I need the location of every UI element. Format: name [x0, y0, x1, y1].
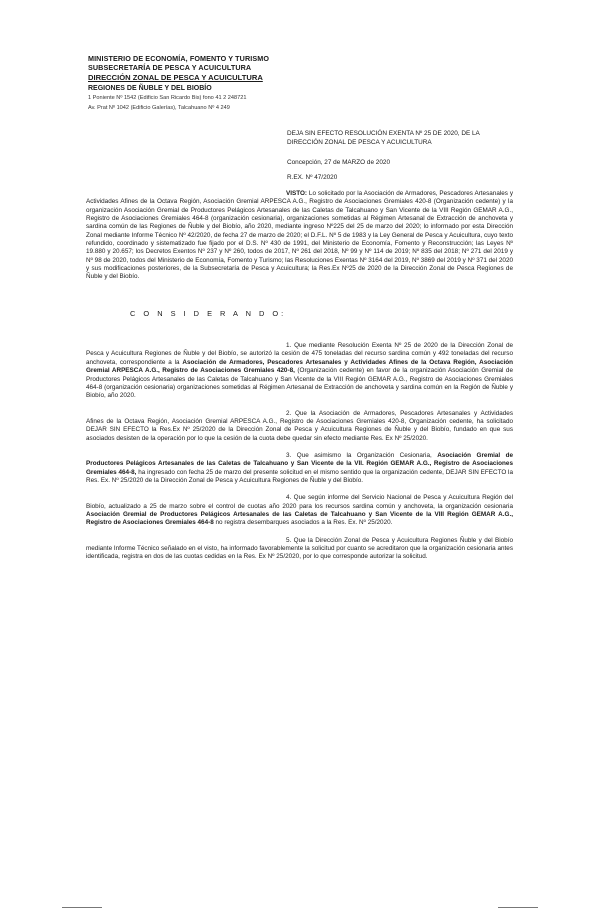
visto-text: Lo solicitado por la Asociación de Armadores, Pescadores Artesanales y Actividades Afines de la Octava Región, Asociación Gremial ARPESCA A.G., Registro de Asociaciones Gremiales 420-8 (Organización cedente) y la organización Asociación Gremial de Productores Pelágicos Artesanales de las Caletas de Talcahuano y San Vicente de la VIII Región GEMAR A.G., Registro de Asociaciones Gremiales 464-8 (organización cesionaria), organizaciones sometidas al Régimen Artesanal de Extracción de anchoveta y sardina común de las Regiones de Ñuble y del Biobío, año 2020, mediante ingreso Nº225 del 25 de marzo del 2020; lo informado por esta Dirección Zonal mediante Informe Técnico Nº 42/2020, de fecha 27 de marzo de 2020; el D.F.L. Nº 5 de 1983 y la Ley General de Pesca y Acuicultura, cuyo texto refundido, coordinado y sistematizado fue fijado por el D.S. Nº 430 de 1991, del Ministerio de Economía, Fomento y Reconstrucción; las Leyes Nº 19.880 y 20.657; los Decretos Exentos Nº 237 y Nº 260, todos de 2017, Nº 261 del 2018, Nº 99 y Nº 114 de 2019; Nº 835 del 2018; Nº 271 del 2019 y Nº 98 de 2020, todos del Ministerio de Economía, Fomento y Turismo; las Resoluciones Exentas Nº 3164 del 2019, Nº 3869 del 2019 y Nº 371 del 2020 y sus modificaciones posteriores, de la Subsecretaría de Pesca y Acuicultura; la Res.Ex Nº25 de 2020 de la Dirección Zonal de Pesca Regiones de Ñuble y del Biobío.	[86, 190, 513, 281]
letterhead	[88, 54, 328, 112]
paragraph-number: 2.	[286, 409, 292, 417]
paragraph-text: ha ingresado con fecha 25 de marzo del presente solicitud en el mismo sentido que la organización cedente, DEJAR SIN EFECTO la Res. Ex. Nº 25/2020 de la Dirección Zonal de Pesca y Acuicultura Regiones de Ñuble y del Biobío.	[86, 468, 513, 484]
visto-label: VISTO:	[286, 190, 308, 197]
reference-block	[287, 130, 513, 182]
regiones-name: REGIONES DE ÑUBLE Y DEL BIOBÍO	[88, 85, 212, 92]
considerando-paragraph-1	[86, 342, 513, 400]
direccion-zonal-name: DIRECCIÓN ZONAL DE PESCA Y ACUICULTURA	[88, 73, 263, 82]
visto-paragraph	[86, 190, 513, 282]
paragraph-text: no registra desembarques asociados a la Res. Ex. Nº 25/2020.	[213, 519, 393, 527]
paragraph-number: 3.	[286, 451, 292, 459]
paragraph-text: Que la	[294, 409, 319, 417]
resolution-number: R.EX. Nº 47/2020	[287, 173, 338, 181]
paragraph-org-name: Asociación de Armadores, Pescadores Artesanales y Actividades Afines de la Octava Región, Asociación Gremial ARPESCA A.G., Registro de Asociaciones Gremiales 420-8,	[86, 358, 514, 375]
paragraph-org-name: Asociación Gremial de Productores Pelágicos Artesanales de las Caletas de Talcahuano y San Vicente de la VII. Región GEMAR A.G., Registro de Asociaciones Gremiales 464-8,	[86, 451, 513, 476]
address-line-2: Av. Prat Nº 1042 (Edificio Galerías), Talcahuano Nº 4 249	[88, 104, 230, 111]
paragraph-text: (Organización cedente) en favor de la organización Asociación Gremial de Productores Pelágicos Artesanales de las Caletas de Talcahuano y San Vicente de la VIII Región GEMAR A.G., Registro de Asociaciones Gremiales 464-8 (organización cesionaria) organizaciones sometidas al Régimen Artesanal de Extracción de anchoveta y sardina común en la Región de Ñuble y Biobío, año 2020.	[86, 367, 513, 400]
considerando-paragraph-5	[86, 537, 513, 562]
scan-footer-marks	[62, 905, 538, 911]
paragraph-text: Que según informe del Servicio Nacional de Pesca y Acuicultura Región del Biobío, actualizado a 25 de marzo sobre el control de cuotas año 2020 para los recursos sardina común y anchoveta, la organización cesionaria	[86, 494, 513, 510]
ministry-name: MINISTERIO DE ECONOMÍA, FOMENTO Y TURISMO	[88, 54, 270, 63]
resolution-reference: DEJA SIN EFECTO RESOLUCIÓN EXENTA Nº 25 DE 2020, DE LA DIRECCIÓN ZONAL DE PESCA Y ACUICULTURA	[287, 130, 480, 146]
address-line-1: 1 Poniente Nº 1542 (Edificio San Ricardo Bis) fono 41 2 248721	[88, 95, 247, 101]
paragraph-text: Que asimismo la Organización Cesionaria,	[296, 451, 438, 459]
paragraph-org-name: Asociación Gremial de Productores Pelágicos Artesanales de las Caletas de Talcahuano y San Vicente de la VIII Región GEMAR A.G., Registro de Asociaciones Gremiales 464-8	[86, 510, 513, 527]
paragraph-number: 1.	[286, 342, 292, 350]
considerando-heading: C O N S I D E R A N D O:	[130, 308, 287, 318]
paragraph-text: Que la Dirección Zonal de Pesca y Acuicultura Regiones Ñuble y del Biobío mediante Informe Técnico señalado en el visto, ha informado favorablemente la solicitud por cuanto se acreditaron que la organización cesionaria antes identificada, registra en dos de las cuotas cedidas en la Res. Ex Nº 25/2020, por lo que corresponde autorizar la solicitud.	[86, 536, 514, 561]
paragraph-org-name: Asociación de Armadores, Pescadores Artesanales y Actividades Afines de la Octava Región, Asociación Gremial ARPESCA A.G., Registro de Asociaciones Gremiales 420-8,	[86, 409, 513, 425]
considerando-paragraph-4	[86, 494, 513, 527]
paragraph-number: 4.	[286, 494, 292, 502]
considerando-paragraph-3	[86, 452, 513, 485]
resolution-date: Concepción, 27 de MARZO de 2020	[287, 159, 391, 166]
paragraph-text: Que mediante Resolución Exenta Nº 25 de 2020 de la Dirección Zonal de Pesca y Acuicultura Regiones de Ñuble y del Biobío, se autorizó la cesión de 475 toneladas del recurso sardina común y 492 toneladas del recurso anchoveta, correspondiente a la	[86, 342, 514, 366]
considerando-paragraph-2	[86, 410, 513, 443]
subsecretaria-name: SUBSECRETARÍA DE PESCA Y ACUICULTURA	[88, 63, 252, 72]
paragraph-number: 5.	[286, 536, 292, 544]
paragraph-text: Organización cedente, ha solicitado DEJAR SIN EFECTO la Res.Ex Nº 25/2020 de la Dirección Zonal de Pesca y Acuicultura Regiones de Ñuble y del Biobío, fundado en que sus asociados desisten de la operación por lo que la cesión de la cuota debe quedar sin efecto mediante Res. Ex Nº 25/2020.	[86, 417, 513, 442]
document-body	[86, 190, 513, 571]
